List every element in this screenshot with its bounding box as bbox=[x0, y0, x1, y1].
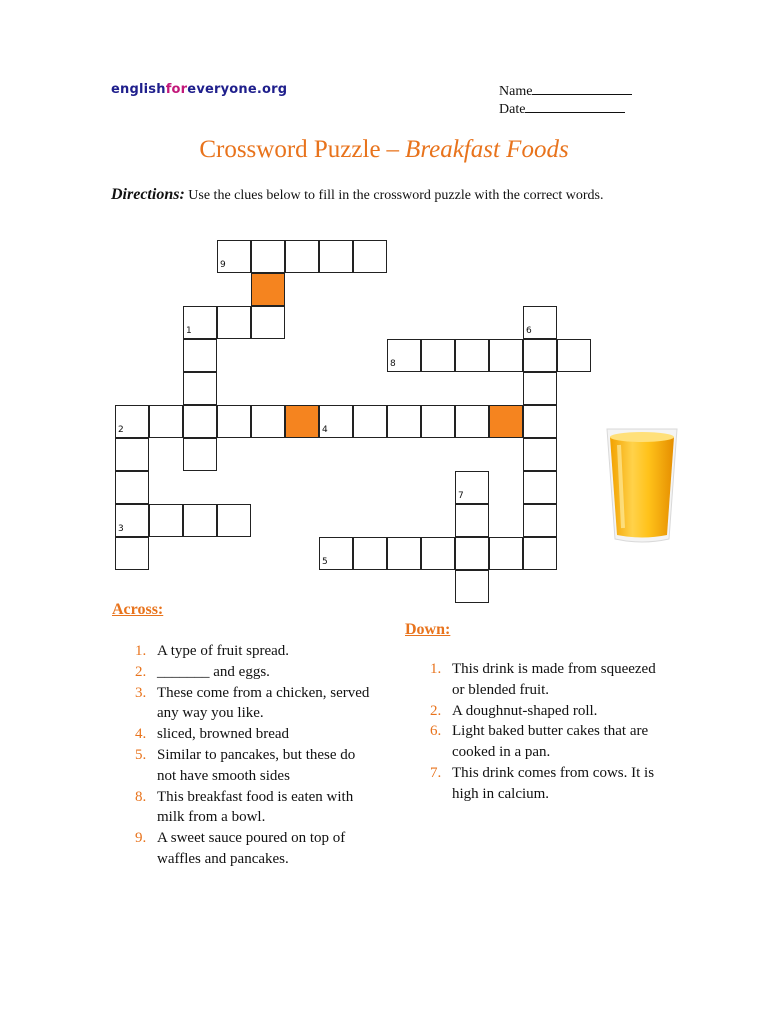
clue-text: Light baked butter cakes that are cooked in a pan. bbox=[452, 723, 649, 761]
crossword-cell[interactable] bbox=[285, 240, 319, 273]
down-clue bbox=[430, 701, 665, 722]
across-clue bbox=[135, 683, 370, 725]
down-heading: Down: bbox=[405, 621, 451, 638]
crossword-cell[interactable] bbox=[217, 405, 251, 438]
logo-part-everyone: everyone.org bbox=[187, 82, 288, 97]
cell-number: 1 bbox=[186, 326, 192, 336]
across-clue bbox=[135, 724, 370, 745]
orange-juice-glass-icon bbox=[603, 423, 681, 545]
cell-number: 6 bbox=[526, 326, 532, 336]
crossword-cell[interactable] bbox=[115, 405, 149, 438]
crossword-cell[interactable] bbox=[523, 438, 557, 471]
clue-number: 9. bbox=[135, 830, 147, 847]
crossword-cell[interactable] bbox=[319, 405, 353, 438]
across-clue-list bbox=[135, 641, 370, 870]
crossword-cell[interactable] bbox=[421, 405, 455, 438]
clue-number: 5. bbox=[135, 746, 147, 763]
crossword-cell[interactable] bbox=[115, 471, 149, 504]
crossword-cell[interactable] bbox=[319, 537, 353, 570]
clue-number: 7. bbox=[430, 764, 442, 781]
clue-text: This breakfast food is eaten with milk from a bowl. bbox=[157, 788, 354, 826]
cell-number: 9 bbox=[220, 260, 226, 270]
cell-number: 3 bbox=[118, 524, 124, 534]
across-clue bbox=[135, 662, 370, 683]
cell-number: 7 bbox=[458, 491, 464, 501]
crossword-cell[interactable] bbox=[115, 504, 149, 537]
cell-number: 8 bbox=[390, 359, 396, 369]
clue-text: A type of fruit spread. bbox=[157, 643, 290, 659]
crossword-cell[interactable] bbox=[455, 471, 489, 504]
crossword-cell[interactable] bbox=[489, 339, 523, 372]
clue-number: 2. bbox=[135, 663, 147, 680]
clue-text: A doughnut-shaped roll. bbox=[452, 702, 598, 719]
page-title bbox=[0, 136, 768, 164]
crossword-cell[interactable] bbox=[149, 405, 183, 438]
clue-number: 1. bbox=[430, 661, 442, 677]
crossword-cell[interactable] bbox=[353, 537, 387, 570]
crossword-cell[interactable] bbox=[557, 339, 591, 372]
crossword-cell[interactable] bbox=[183, 306, 217, 339]
crossword-cell[interactable] bbox=[455, 405, 489, 438]
directions-text: Use the clues below to fill in the crossword puzzle with the correct words. bbox=[188, 188, 604, 203]
name-field bbox=[499, 82, 632, 100]
crossword-cell[interactable] bbox=[421, 537, 455, 570]
crossword-cell[interactable] bbox=[523, 405, 557, 438]
crossword-shaded-cell[interactable] bbox=[489, 405, 523, 438]
across-clue bbox=[135, 641, 370, 662]
crossword-cell[interactable] bbox=[523, 372, 557, 405]
across-heading: Across: bbox=[112, 601, 164, 618]
cell-number: 5 bbox=[322, 557, 328, 567]
directions bbox=[111, 186, 604, 204]
crossword-cell[interactable] bbox=[115, 438, 149, 471]
date-label: Date bbox=[499, 102, 526, 117]
crossword-cell[interactable] bbox=[523, 471, 557, 504]
crossword-cell[interactable] bbox=[523, 537, 557, 570]
across-clue bbox=[135, 828, 370, 870]
clue-text: A sweet sauce poured on top of waffles and pancakes. bbox=[157, 830, 346, 867]
crossword-cell[interactable] bbox=[489, 537, 523, 570]
title-main: Crossword Puzzle bbox=[199, 136, 381, 163]
clue-number: 8. bbox=[135, 788, 147, 805]
crossword-cell[interactable] bbox=[523, 339, 557, 372]
logo-part-for: for bbox=[165, 82, 188, 97]
crossword-cell[interactable] bbox=[455, 504, 489, 537]
crossword-cell[interactable] bbox=[183, 504, 217, 537]
crossword-shaded-cell[interactable] bbox=[251, 273, 285, 306]
clue-text: _______ and eggs. bbox=[157, 663, 270, 680]
name-line bbox=[532, 82, 632, 95]
crossword-cell[interactable] bbox=[251, 240, 285, 273]
crossword-cell[interactable] bbox=[455, 537, 489, 570]
name-label: Name bbox=[499, 84, 533, 99]
clue-text: These come from a chicken, served any way you like. bbox=[157, 684, 370, 722]
crossword-cell[interactable] bbox=[387, 405, 421, 438]
logo-part-english: english bbox=[111, 82, 166, 97]
clue-number: 6. bbox=[430, 723, 442, 740]
crossword-cell[interactable] bbox=[421, 339, 455, 372]
directions-label: Directions: bbox=[111, 186, 185, 203]
cell-number: 2 bbox=[118, 425, 124, 435]
crossword-shaded-cell[interactable] bbox=[285, 405, 319, 438]
crossword-cell[interactable] bbox=[149, 504, 183, 537]
crossword-cell[interactable] bbox=[353, 405, 387, 438]
crossword-cell[interactable] bbox=[115, 537, 149, 570]
title-separator: – bbox=[386, 136, 400, 163]
clue-number: 1. bbox=[135, 643, 147, 659]
clue-text: This drink comes from cows. It is high in calcium. bbox=[452, 764, 655, 802]
down-clue bbox=[430, 721, 665, 763]
crossword-cell[interactable] bbox=[387, 537, 421, 570]
clue-number: 4. bbox=[135, 726, 147, 743]
crossword-cell[interactable] bbox=[353, 240, 387, 273]
clue-text: Similar to pancakes, but these do not have smooth sides bbox=[157, 746, 356, 784]
crossword-cell[interactable] bbox=[183, 405, 217, 438]
crossword-cell[interactable] bbox=[455, 570, 489, 603]
cell-number: 4 bbox=[322, 425, 328, 435]
crossword-cell[interactable] bbox=[251, 306, 285, 339]
clue-text: sliced, browned bread bbox=[157, 726, 290, 743]
title-subtitle: Breakfast Foods bbox=[405, 136, 569, 163]
crossword-cell[interactable] bbox=[217, 306, 251, 339]
down-clue bbox=[430, 659, 665, 701]
crossword-cell[interactable] bbox=[217, 240, 251, 273]
clue-text: This drink is made from squeezed or blended fruit. bbox=[452, 661, 656, 698]
date-field bbox=[499, 100, 625, 118]
crossword-cell[interactable] bbox=[523, 306, 557, 339]
clue-number: 3. bbox=[135, 684, 147, 701]
crossword-cell[interactable] bbox=[217, 504, 251, 537]
crossword-cell[interactable] bbox=[387, 339, 421, 372]
crossword-cell[interactable] bbox=[319, 240, 353, 273]
crossword-cell[interactable] bbox=[183, 339, 217, 372]
clue-number: 2. bbox=[430, 702, 442, 719]
down-clue-list bbox=[430, 659, 665, 805]
down-clue bbox=[430, 763, 665, 805]
across-clue bbox=[135, 787, 370, 829]
crossword-cell[interactable] bbox=[183, 438, 217, 471]
crossword-cell[interactable] bbox=[523, 504, 557, 537]
across-clue bbox=[135, 745, 370, 787]
date-line bbox=[525, 100, 625, 113]
crossword-cell[interactable] bbox=[251, 405, 285, 438]
crossword-cell[interactable] bbox=[455, 339, 489, 372]
crossword-cell[interactable] bbox=[183, 372, 217, 405]
site-logo bbox=[111, 82, 287, 97]
